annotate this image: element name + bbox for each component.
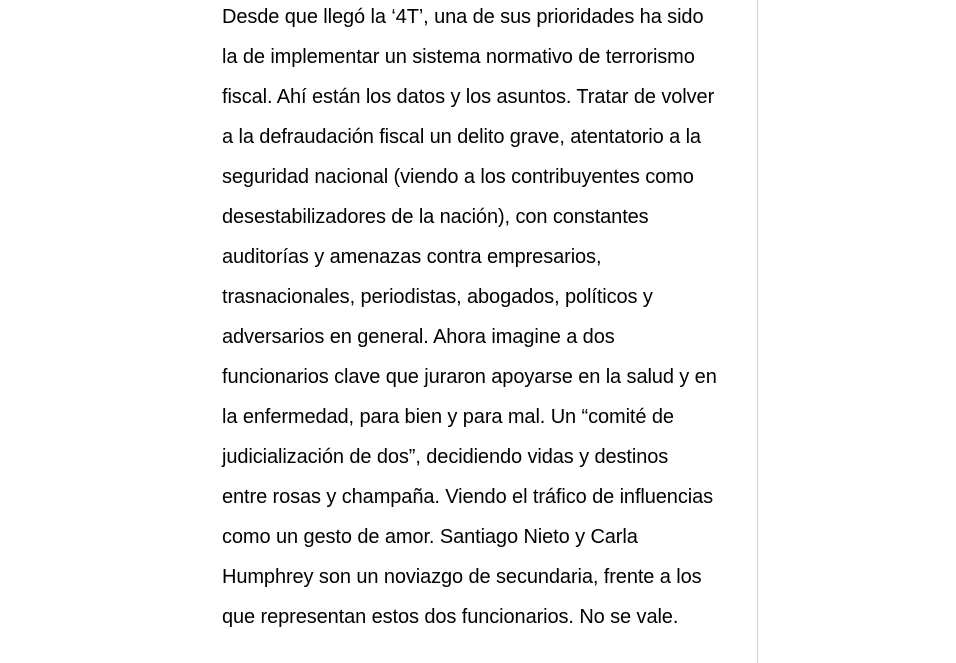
paragraph-line: seguridad nacional (viendo a los contribuyentes como <box>222 166 694 188</box>
paragraph-line: auditorías y amenazas contra empresarios, <box>222 246 602 268</box>
paragraph-line: funcionarios clave que juraron apoyarse en la salud y en <box>222 366 717 388</box>
paragraph-line: que representan estos dos funcionarios. No se vale. <box>222 606 679 628</box>
article-text-column <box>222 0 738 637</box>
paragraph-line: adversarios en general. Ahora imagine a dos <box>222 326 615 348</box>
paragraph-line: Humphrey son un noviazgo de secundaria, frente a los <box>222 566 702 588</box>
column-divider <box>757 0 758 663</box>
paragraph-line: como un gesto de amor. Santiago Nieto y Carla <box>222 526 638 548</box>
paragraph-line: la de implementar un sistema normativo de terrorismo <box>222 46 695 68</box>
paragraph-line: judicialización de dos”, decidiendo vidas y destinos <box>222 446 669 468</box>
paragraph-line: desestabilizadores de la nación), con constantes <box>222 206 649 228</box>
paragraph-line: a la defraudación fiscal un delito grave, atentatorio a la <box>222 126 701 148</box>
article-paragraph <box>222 0 738 637</box>
paragraph-line: fiscal. Ahí están los datos y los asuntos. Tratar de volver <box>222 86 715 108</box>
paragraph-line: la enfermedad, para bien y para mal. Un “comité de <box>222 406 674 428</box>
paragraph-line: trasnacionales, periodistas, abogados, políticos y <box>222 286 653 308</box>
paragraph-line: entre rosas y champaña. Viendo el tráfico de influencias <box>222 486 713 508</box>
paragraph-line: Desde que llegó la ‘4T’, una de sus prioridades ha sido <box>222 6 704 28</box>
